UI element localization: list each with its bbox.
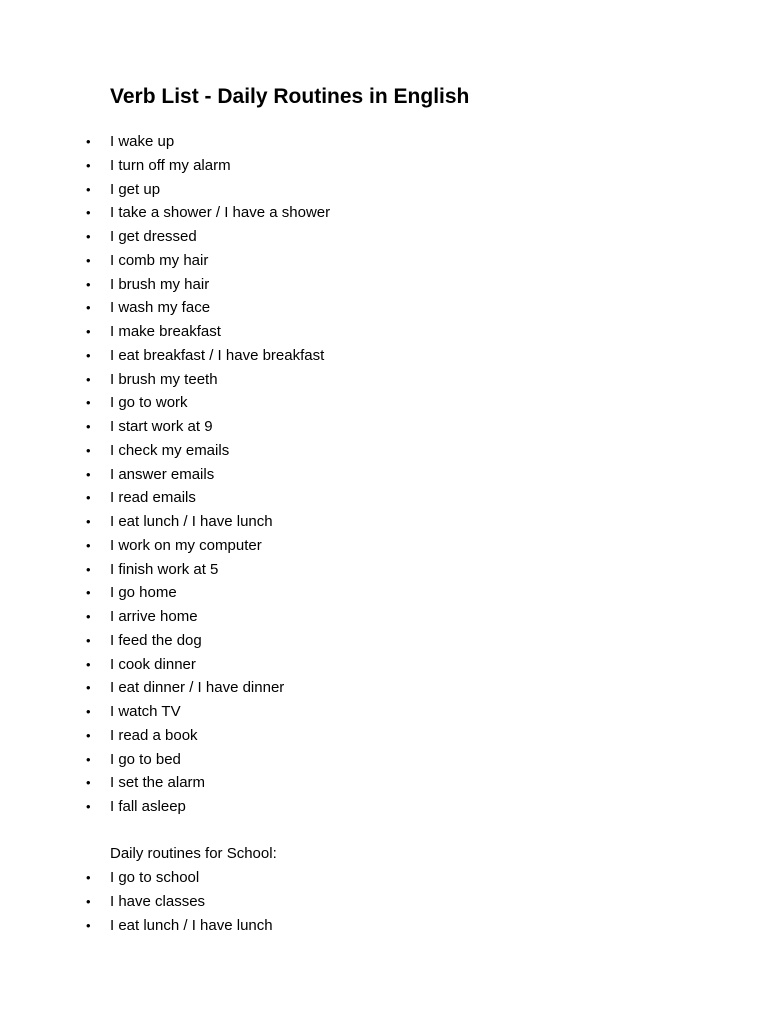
list-item — [86, 605, 330, 629]
list-item — [86, 534, 330, 558]
list-item-text: I brush my teeth — [110, 370, 218, 388]
list-item-text: I go home — [110, 584, 177, 602]
list-item — [86, 320, 330, 344]
list-item-text: I check my emails — [110, 441, 230, 459]
bullet-icon: • — [86, 561, 91, 577]
bullet-icon: • — [86, 181, 91, 197]
list-item — [86, 700, 330, 724]
list-item — [86, 273, 330, 297]
bullet-icon: • — [86, 490, 91, 506]
list-item — [86, 771, 330, 795]
list-item — [86, 130, 330, 154]
bullet-icon: • — [86, 917, 91, 933]
list-item — [86, 581, 330, 605]
bullet-icon: • — [86, 680, 91, 696]
bullet-icon: • — [86, 229, 91, 244]
bullet-icon: • — [86, 205, 91, 221]
list-item — [86, 439, 330, 463]
list-item-text: I take a shower / I have a shower — [110, 204, 331, 222]
bullet-icon: • — [86, 466, 91, 482]
list-item — [86, 724, 330, 748]
bullet-icon: • — [86, 893, 91, 909]
list-item-text: I feed the dog — [110, 631, 202, 649]
bullet-icon: • — [86, 252, 91, 268]
list-item — [86, 629, 330, 653]
bullet-icon: • — [86, 609, 91, 624]
bullet-icon: • — [86, 395, 91, 411]
list-item-text: I answer emails — [110, 465, 215, 483]
list-item-text: I eat dinner / I have dinner — [110, 679, 285, 697]
list-item-text: I start work at 9 — [110, 418, 213, 435]
list-item — [86, 558, 330, 582]
bullet-icon: • — [86, 347, 91, 363]
bullet-icon: • — [86, 537, 91, 553]
list-item-text: I set the alarm — [110, 774, 206, 792]
bullet-icon: • — [86, 300, 91, 316]
list-item-text: I wash my face — [110, 299, 211, 317]
bullet-icon: • — [86, 514, 91, 529]
list-item-text: I fall asleep — [110, 798, 186, 815]
daily-routines-list — [86, 130, 331, 819]
bullet-icon: • — [86, 276, 91, 292]
document-title: Verb List - Daily Routines in English — [110, 85, 470, 108]
list-item — [86, 510, 330, 534]
list-item — [86, 249, 330, 273]
school-routines-list — [86, 866, 273, 937]
bullet-icon: • — [86, 704, 91, 719]
list-item-text: I brush my hair — [110, 275, 210, 293]
list-item — [86, 368, 330, 392]
list-item-text: I go to bed — [110, 750, 181, 768]
list-item — [86, 154, 330, 178]
bullet-icon: • — [86, 727, 91, 743]
list-item-text: I wake up — [110, 133, 175, 150]
list-item — [86, 914, 273, 938]
list-item-text: I go to work — [110, 394, 188, 412]
list-item-text: I comb my hair — [110, 251, 209, 269]
list-item — [86, 296, 330, 320]
list-item-text: I read emails — [110, 489, 196, 507]
list-item-text: I cook dinner — [110, 655, 196, 673]
bullet-icon: • — [86, 324, 91, 339]
list-item-text: I eat breakfast / I have breakfast — [110, 346, 325, 364]
list-item-text: I finish work at 5 — [110, 560, 219, 578]
list-item-text: I eat lunch / I have lunch — [110, 916, 273, 934]
bullet-icon: • — [86, 751, 91, 767]
list-item-text: I work on my computer — [110, 536, 262, 554]
list-item — [86, 676, 330, 700]
list-item-text: I arrive home — [110, 608, 198, 625]
bullet-icon: • — [86, 442, 91, 458]
list-item-text: I watch TV — [110, 703, 181, 720]
list-item — [86, 866, 273, 890]
list-item — [86, 795, 330, 819]
list-item — [86, 653, 330, 677]
bullet-icon: • — [86, 157, 91, 173]
list-item-text: I eat lunch / I have lunch — [110, 513, 273, 530]
bullet-icon: • — [86, 585, 91, 601]
list-item-text: I make breakfast — [110, 323, 221, 340]
list-item-text: I turn off my alarm — [110, 156, 231, 174]
bullet-icon: • — [86, 134, 91, 149]
list-item — [86, 201, 331, 225]
bullet-icon: • — [86, 371, 91, 387]
list-item-text: I go to school — [110, 869, 200, 886]
list-item — [86, 463, 330, 487]
list-item-text: I have classes — [110, 892, 206, 910]
list-item — [86, 486, 330, 510]
list-item — [86, 415, 330, 439]
list-item — [86, 748, 330, 772]
list-item-text: I get dressed — [110, 228, 197, 245]
bullet-icon: • — [86, 870, 91, 885]
list-item-text: I read a book — [110, 726, 198, 744]
list-item — [86, 890, 273, 914]
list-item — [86, 391, 330, 415]
list-item-text: I get up — [110, 180, 161, 198]
bullet-icon: • — [86, 656, 91, 672]
bullet-icon: • — [86, 419, 91, 434]
bullet-icon: • — [86, 775, 91, 791]
list-item — [86, 344, 330, 368]
bullet-icon: • — [86, 799, 91, 814]
school-section-label: Daily routines for School: — [110, 845, 277, 862]
list-item — [86, 178, 330, 202]
list-item — [86, 225, 330, 249]
bullet-icon: • — [86, 632, 91, 648]
